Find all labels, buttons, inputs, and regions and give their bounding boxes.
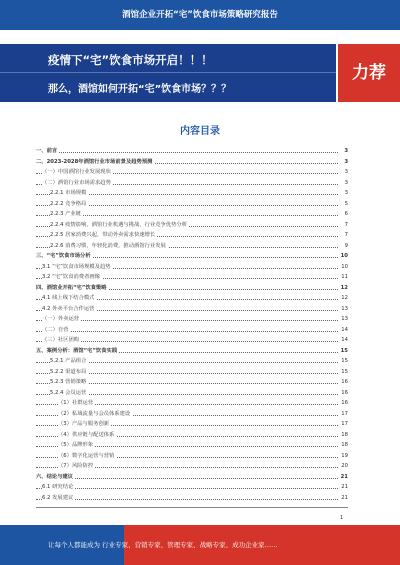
toc-entry[interactable] — [36, 472, 348, 483]
toc-entry[interactable] — [36, 157, 348, 168]
footer-bar — [0, 525, 400, 565]
toc-entry[interactable] — [36, 388, 348, 399]
table-of-contents — [36, 146, 348, 503]
toc-entry[interactable] — [36, 409, 348, 420]
promo-banner — [0, 44, 400, 102]
toc-entry-page: 16 — [339, 388, 348, 399]
toc-entry-text: 6.1 研究结论 — [42, 484, 74, 490]
toc-entry-page: 18 — [339, 430, 348, 441]
toc-entry[interactable] — [36, 146, 348, 157]
toc-entry-text: 一、前言 — [36, 148, 58, 154]
toc-entry-text: 2.2.4 疫情影响，酒馆行业机遇与挑战，行业竞争优势分析 — [50, 221, 187, 228]
toc-entry-text: （二）自营 — [42, 326, 69, 333]
toc-entry-text: 4.2 外卖平台合作运营 — [42, 305, 95, 312]
toc-entry-page: 17 — [339, 419, 348, 430]
toc-entry-page: 5 — [343, 199, 348, 210]
banner-headline: 疫情下“宅”饮食市场开启！！！ — [48, 53, 213, 67]
toc-entry-page: 13 — [339, 314, 348, 325]
toc-entry-text: 五、案例分析：酒馆“宅”饮食实践 — [36, 347, 118, 354]
toc-entry-page: 3 — [343, 188, 348, 199]
toc-entry-page: 12 — [339, 283, 348, 294]
toc-entry-text: （6）数字化运营与营销 — [58, 452, 115, 459]
toc-entry-page: 16 — [339, 398, 348, 409]
toc-entry-page: 11 — [339, 272, 348, 283]
toc-entry[interactable] — [36, 293, 348, 304]
toc-entry-page: 21 — [339, 482, 348, 493]
toc-entry-text: 六、结论与建议 — [36, 473, 74, 480]
toc-entry-page: 3 — [343, 178, 348, 189]
toc-entry[interactable] — [36, 335, 348, 346]
toc-entry[interactable] — [36, 346, 348, 357]
toc-entry-text: （7）风险防控 — [58, 463, 94, 469]
toc-entry-page: 9 — [343, 241, 348, 252]
toc-leader-dots — [36, 320, 338, 321]
toc-entry-page: 20 — [339, 461, 348, 472]
toc-entry-page: 10 — [339, 262, 348, 273]
toc-entry-text: （三）社区团购 — [42, 337, 80, 343]
footer-slogan: 让每个人都能成为 行业专家、营销专家、管理专家、战略专家、成功企业家…… — [48, 541, 278, 549]
toc-entry[interactable] — [36, 209, 348, 220]
toc-entry[interactable] — [36, 314, 348, 325]
toc-entry[interactable] — [36, 188, 348, 199]
toc-entry-page: 12 — [339, 293, 348, 304]
toc-entry-text: 2.2.2 竞争格局 — [50, 200, 87, 207]
toc-entry-text: 5.2.2 渠道布局 — [50, 368, 87, 375]
toc-leader-dots — [36, 152, 338, 153]
toc-entry-text: 4.1 线上线下结合模式 — [42, 295, 95, 301]
toc-entry-page: 3 — [342, 157, 348, 168]
toc-entry[interactable] — [36, 178, 348, 189]
toc-entry-page: 16 — [339, 377, 348, 388]
toc-leader-dots — [36, 341, 338, 342]
toc-entry[interactable] — [36, 356, 348, 367]
toc-entry-page: 15 — [339, 356, 348, 367]
toc-leader-dots — [36, 499, 338, 500]
toc-entry[interactable] — [36, 451, 348, 462]
toc-entry-text: 2.2.3 产业链 — [50, 211, 82, 217]
toc-entry-text: 3.2 “宅”饮食消费者画像 — [42, 274, 100, 280]
toc-entry-page: 3 — [343, 167, 348, 178]
toc-entry[interactable] — [36, 493, 348, 504]
toc-entry-text: （二）酒馆行业市场需求趋势 — [42, 179, 111, 186]
toc-entry-text: 三、“宅”饮食市场分析 — [36, 253, 91, 259]
toc-entry[interactable] — [36, 461, 348, 472]
toc-entry[interactable] — [36, 230, 348, 241]
toc-entry-text: 2.2.5 居家消费兴起，带动外卖需求快速增长 — [50, 232, 156, 238]
toc-entry-page: 17 — [339, 409, 348, 420]
toc-entry-text: 5.2.3 营销策略 — [50, 379, 87, 385]
toc-entry-page: 18 — [339, 440, 348, 451]
toc-entry-text: 3.1 “宅”饮食市场规模及趋势 — [42, 263, 111, 270]
toc-entry-text: 四、酒馆业开拓“宅”饮食策略 — [36, 284, 107, 291]
toc-entry-page: 7 — [343, 230, 348, 241]
toc-entry-page: 21 — [339, 472, 348, 483]
toc-entry-text: （1）社群运营 — [58, 400, 94, 406]
toc-entry-page: 3 — [342, 146, 348, 157]
toc-entry[interactable] — [36, 283, 348, 294]
toc-entry[interactable] — [36, 325, 348, 336]
toc-entry-page: 19 — [339, 451, 348, 462]
toc-entry-page: 6 — [343, 209, 348, 220]
toc-leader-dots — [36, 488, 338, 489]
toc-entry[interactable] — [36, 272, 348, 283]
toc-entry-text: （4）供应链与配送体系 — [58, 431, 115, 438]
toc-entry[interactable] — [36, 419, 348, 430]
toc-entry[interactable] — [36, 220, 348, 231]
toc-entry-text: 2.2.6 消费习惯，年轻化消费，推动酒馆行业发展 — [50, 242, 166, 249]
toc-entry[interactable] — [36, 241, 348, 252]
recommend-badge: 力荐 — [352, 63, 386, 83]
toc-leader-dots — [36, 331, 338, 332]
toc-entry-text: （5）品牌形象 — [58, 442, 94, 448]
report-title-bar — [0, 0, 400, 30]
toc-entry[interactable] — [36, 251, 348, 262]
banner-divider — [0, 72, 336, 73]
banner-subheadline: 那么，酒馆如何开拓“宅”饮食市场？？？ — [48, 84, 232, 95]
toc-entry[interactable] — [36, 377, 348, 388]
toc-leader-dots — [36, 478, 338, 479]
toc-entry-text: 2.2.1 市场规模 — [50, 190, 87, 196]
toc-entry-page: 15 — [339, 346, 348, 357]
toc-entry-text: 5.2.4 会员运营 — [50, 389, 87, 396]
recommend-badge-panel — [338, 44, 400, 102]
toc-entry-text: （一）外卖运营 — [42, 316, 80, 322]
toc-entry-page: 10 — [339, 251, 348, 262]
toc-entry-text: （2）私域流量与会员体系建设 — [58, 410, 131, 417]
toc-entry-text: 二、2023-2028年酒馆行业市场前景及趋势预测 — [36, 158, 153, 165]
toc-entry-page: 15 — [339, 367, 348, 378]
banner-headline-panel — [0, 44, 336, 102]
toc-entry-text: （一）中国酒馆行业发展现状 — [42, 169, 111, 175]
toc-entry-text: 5.2.1 产品组合 — [50, 358, 87, 364]
toc-entry-page: 14 — [339, 335, 348, 346]
toc-entry-page: 13 — [339, 304, 348, 315]
toc-entry[interactable] — [36, 262, 348, 273]
toc-entry-text: （3）产品与服务创新 — [58, 421, 110, 427]
toc-bottom-divider — [36, 507, 348, 508]
toc-entry[interactable] — [36, 430, 348, 441]
toc-entry[interactable] — [36, 440, 348, 451]
report-title: 酒馆企业开拓“宅”饮食市场策略研究报告 — [122, 10, 278, 20]
toc-entry[interactable] — [36, 482, 348, 493]
toc-entry-page: 14 — [339, 325, 348, 336]
toc-entry[interactable] — [36, 304, 348, 315]
toc-title: 内容目录 — [180, 126, 220, 137]
toc-entry[interactable] — [36, 398, 348, 409]
toc-entry-page: 21 — [339, 493, 348, 504]
toc-entry-text: 6.2 发展建议 — [42, 494, 74, 501]
page-number: 1 — [340, 515, 344, 521]
toc-entry[interactable] — [36, 367, 348, 378]
toc-entry[interactable] — [36, 199, 348, 210]
toc-entry[interactable] — [36, 167, 348, 178]
toc-entry-page: 7 — [343, 220, 348, 231]
